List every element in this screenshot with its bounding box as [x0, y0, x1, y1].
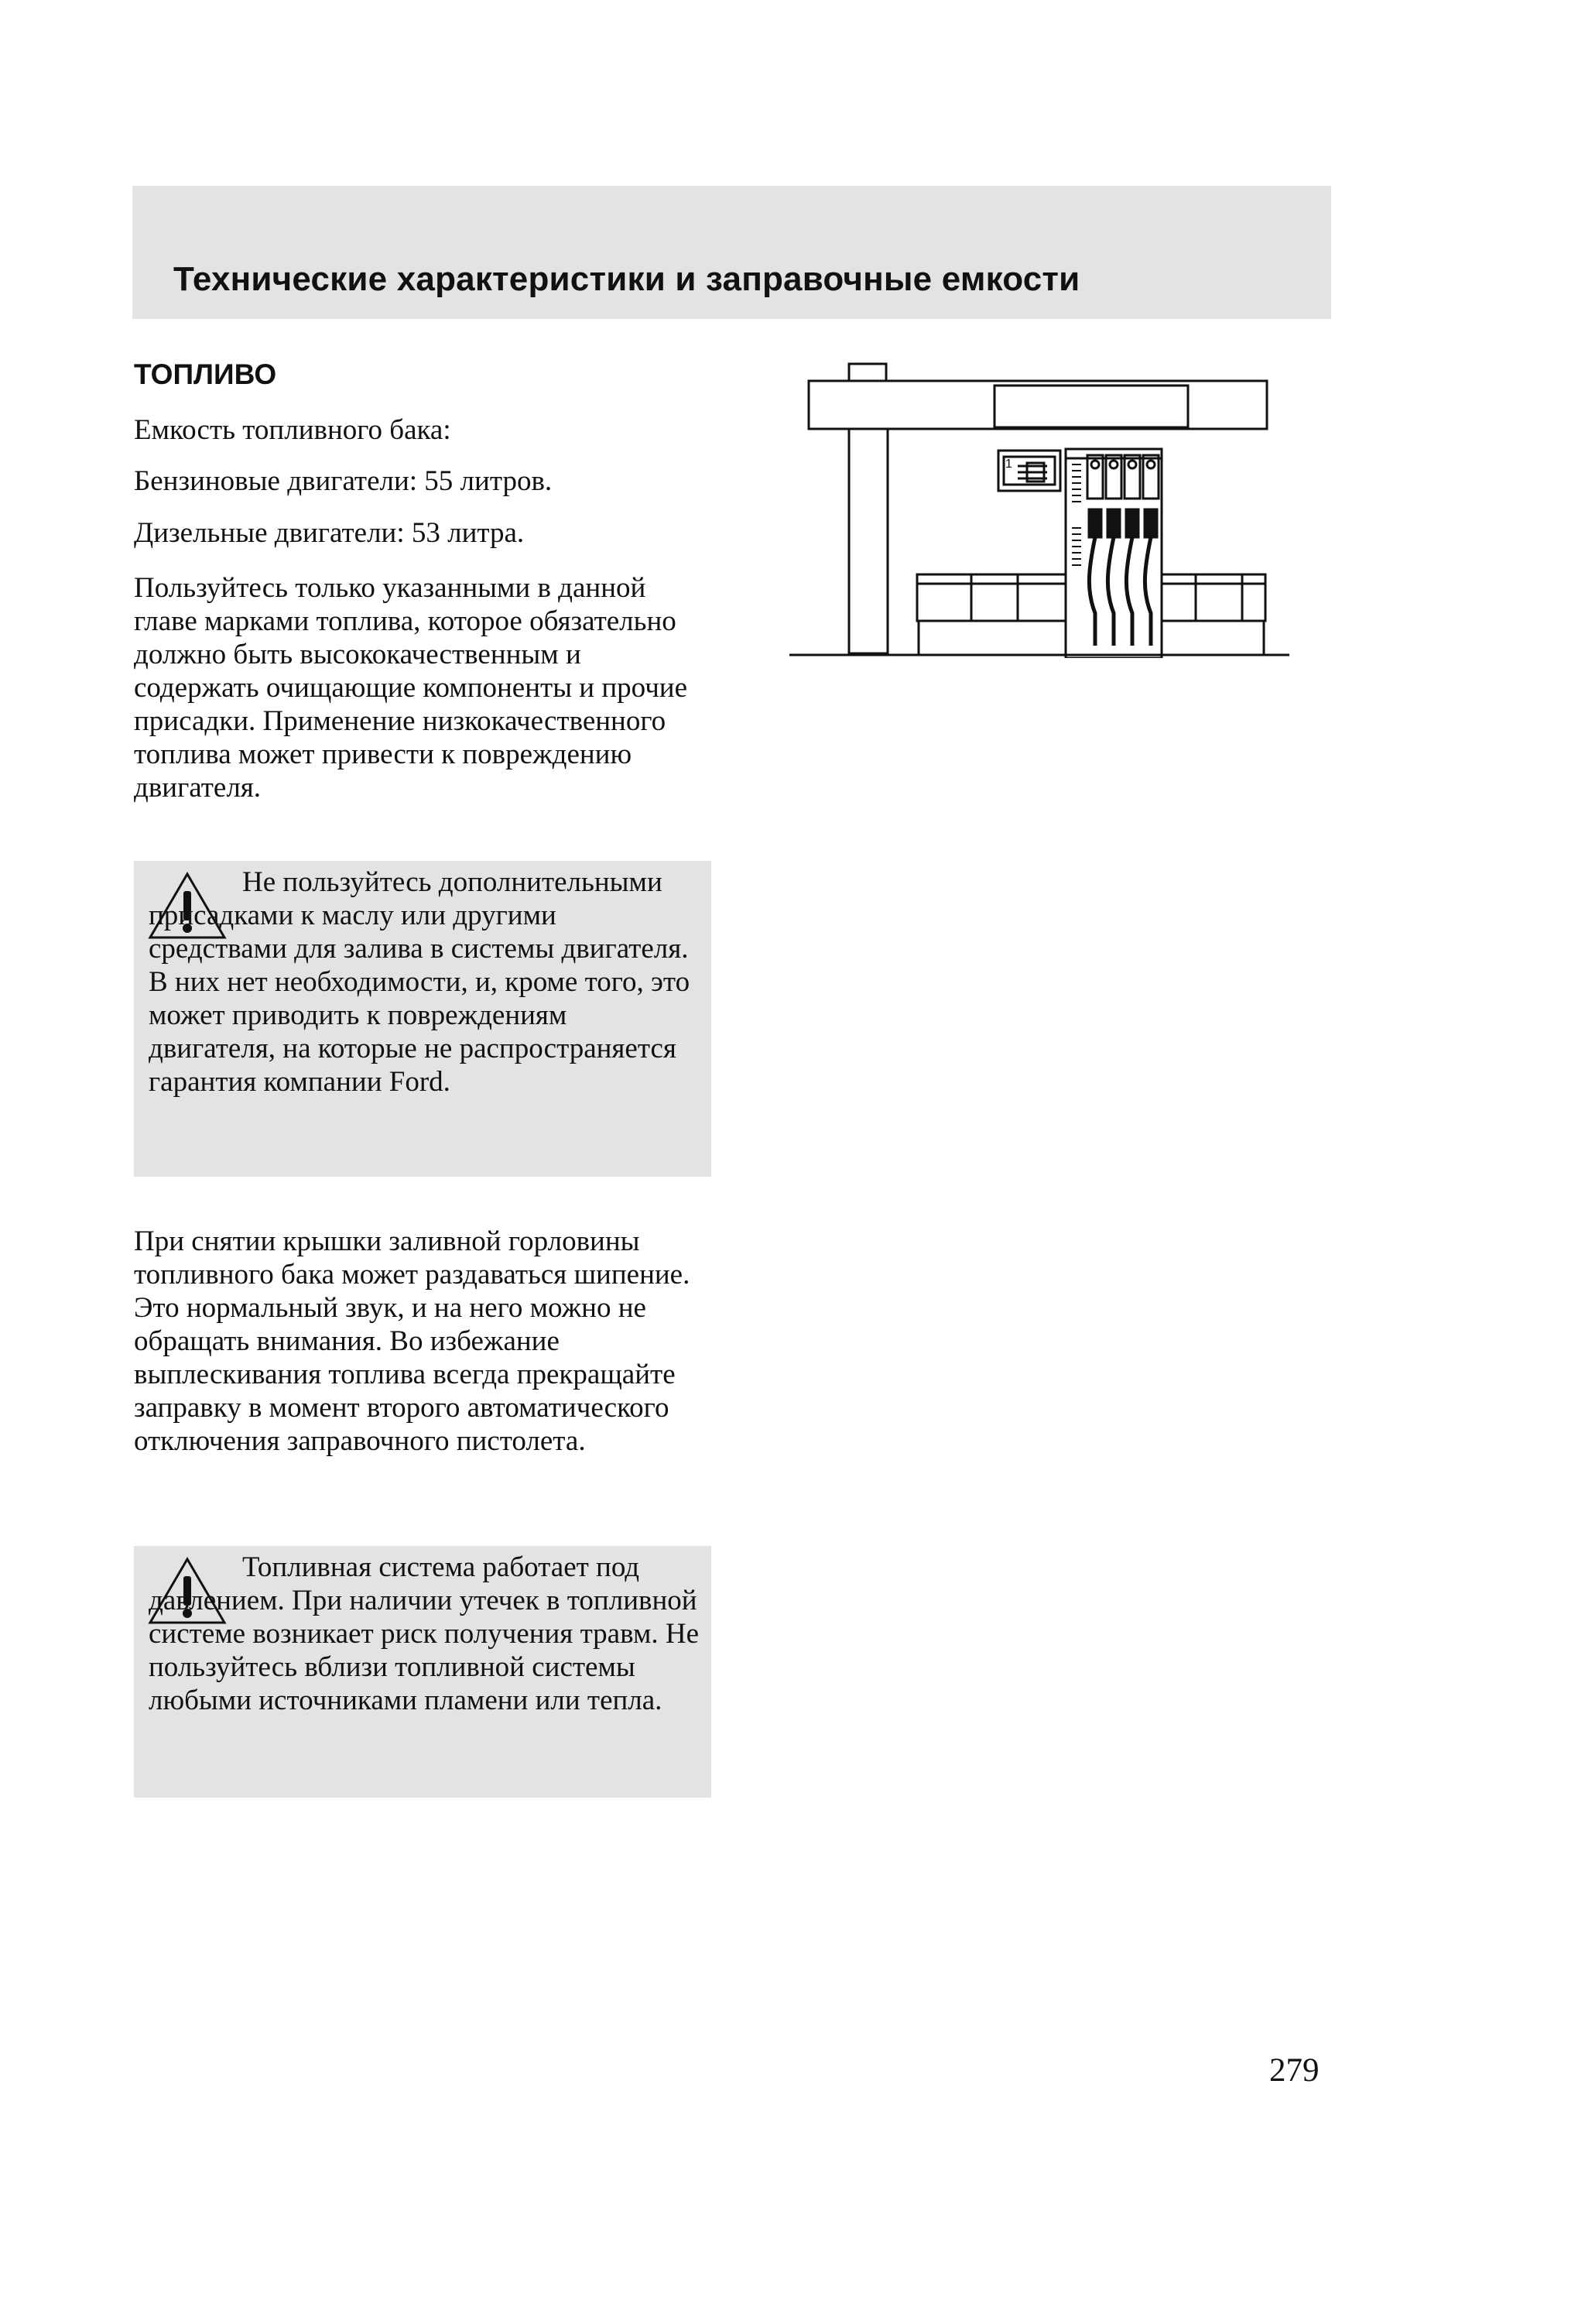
warning-additives-text: Не пользуйтесь дополнительными присадками к маслу или другими средствами для залива в системы двигателя. В них нет необходимости, и, кроме того, это может приводить к повреждениям двигателя, на которые не распространяется гарантия компании Ford. [149, 866, 690, 1098]
header-band [132, 186, 1331, 319]
warning-box-additives [134, 861, 711, 1177]
fuel-quality-note: Пользуйтесь только указанными в данной главе марками топлива, которое обязательно должно быть высококачественным и содержать очищающие компоненты и прочие присадки. Применение низкокачественного топлива может привести к повреждению двигателя. [134, 572, 688, 804]
pump-number: 1 [1005, 458, 1012, 471]
filler-cap-note: При снятии крышки заливной горловины топливного бака может раздаваться шипение. Это нормальный звук, и на него можно не обращать внимания. Во избежание выплескивания топлива всегда прекращайте заправку в момент второго автоматического отключения заправочного пистолета. [134, 1225, 690, 1457]
page-number: 279 [1269, 2052, 1320, 2089]
fuel-station-icon [786, 358, 1293, 658]
petrol-engines-capacity: Бензиновые двигатели: 55 литров. [134, 465, 553, 497]
tank-capacity-label: Емкость топливного бака: [134, 414, 451, 446]
warning-box-fuel-pressure [134, 1546, 711, 1798]
diesel-engines-capacity: Дизельные двигатели: 53 литра. [134, 517, 525, 549]
section-heading: ТОПЛИВО [134, 358, 277, 390]
page-title: Технические характеристики и заправочные емкости [173, 260, 1080, 298]
warning-fuel-pressure-text: Топливная система работает под давлением. При наличии утечек в топливной системе возникает риск получения травм. Не пользуйтесь вблизи топливной системы любыми источниками пламени или тепла. [149, 1551, 700, 1716]
